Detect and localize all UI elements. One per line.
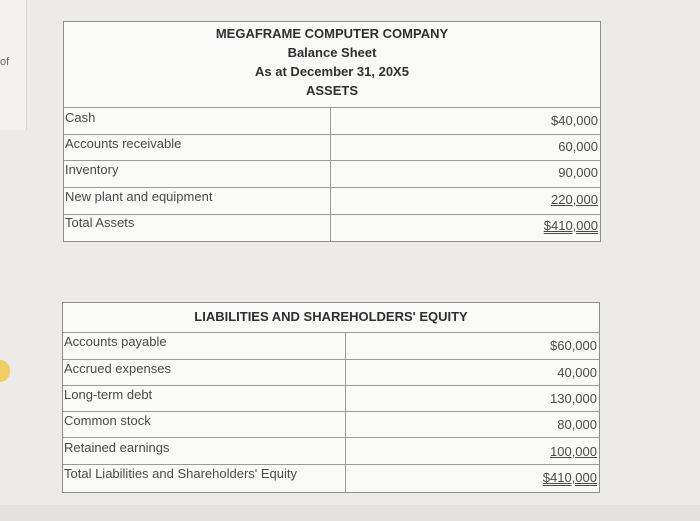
row-label: Accrued expenses (64, 361, 171, 376)
row-label: Cash (65, 110, 96, 125)
row-value: 130,000 (550, 391, 597, 406)
row-value: 60,000 (558, 139, 598, 154)
side-marker (0, 360, 10, 382)
statement-date: As at December 31, 20X5 (255, 64, 409, 79)
row-divider (63, 359, 599, 360)
row-label: Inventory (65, 162, 119, 177)
row-divider (63, 411, 599, 412)
statement-header (64, 26, 600, 98)
row-divider (64, 160, 600, 161)
row-value: 220,000 (551, 192, 598, 207)
row-divider (63, 464, 599, 465)
bottom-strip (0, 505, 700, 521)
column-divider (330, 107, 331, 241)
row-value: $410,000 (543, 218, 598, 233)
row-label: Total Liabilities and Shareholders' Equity (64, 466, 298, 481)
row-value: $40,000 (551, 113, 598, 128)
row-label: Total Assets (65, 215, 135, 230)
statement-title: Balance Sheet (287, 45, 377, 60)
row-label: Common stock (64, 413, 151, 428)
side-panel-text: of (0, 56, 10, 68)
row-label: Accounts payable (64, 334, 167, 349)
row-label: New plant and equipment (65, 189, 213, 204)
row-value: 40,000 (557, 365, 597, 380)
assets-section-title: ASSETS (305, 83, 358, 98)
row-value: 90,000 (558, 165, 598, 180)
row-label: Long-term debt (64, 387, 153, 402)
row-divider (63, 332, 599, 333)
row-divider (63, 437, 599, 438)
row-divider (64, 214, 600, 215)
liabilities-table (62, 302, 600, 493)
row-value: 100,000 (550, 444, 597, 459)
liabilities-section-title: LIABILITIES AND SHAREHOLDERS' EQUITY (194, 309, 468, 324)
row-label: Accounts receivable (65, 136, 182, 151)
row-label: Retained earnings (64, 440, 170, 455)
column-divider (345, 332, 346, 492)
row-value: 80,000 (557, 417, 597, 432)
side-panel (0, 0, 27, 130)
row-divider (64, 187, 600, 188)
row-divider (63, 385, 599, 386)
assets-table (63, 21, 601, 242)
row-value: $60,000 (550, 338, 597, 353)
row-value: $410,000 (542, 470, 597, 485)
company-name: MEGAFRAME COMPUTER COMPANY (215, 26, 449, 41)
row-divider (64, 134, 600, 135)
row-divider (64, 107, 600, 108)
